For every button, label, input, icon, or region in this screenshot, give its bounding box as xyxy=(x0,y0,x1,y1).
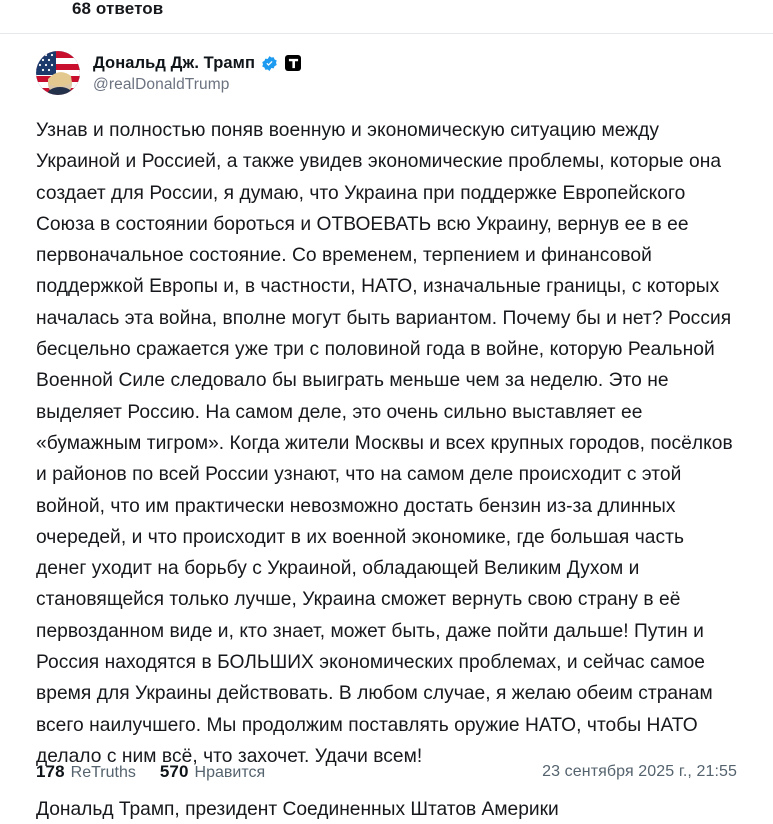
author-row[interactable] xyxy=(36,34,737,95)
likes-count: 570 xyxy=(159,762,189,781)
retruths-count: 178 xyxy=(36,762,65,781)
likes-stat[interactable] xyxy=(160,762,265,782)
post-timestamp: 23 сентября 2025 г., 21:55 xyxy=(542,763,737,780)
replies-count: 68 ответов xyxy=(72,0,164,18)
retruths-label: ReTruths xyxy=(70,764,136,781)
author-meta xyxy=(93,51,301,94)
retruths-stat[interactable] xyxy=(36,762,136,782)
post-body xyxy=(0,34,773,824)
post-text: Узнав и полностью поняв военную и экономическую ситуацию между Украиной и Россией, а также увидев экономические проблемы, которые она создает для России, я думаю, что Украина при поддержке Европейского Союза в состоянии бороться и ОТВОЕВАТЬ всю Украину, вернув ее в ее первоначальное состояние. Со временем, терпением и финансовой поддержкой Европы и, в частности, НАТО, изначальные границы, с которых началась эта война, вполне могут быть вариантом. Почему бы и нет? Россия бесцельно сражается уже три с половиной года в войне, которую Реальной Военной Силе следовало бы выиграть меньше чем за неделю. Это не выделяет Россию. На самом деле, это очень сильно выставляет ее «бумажным тигром». Когда жители Москвы и всех крупных городов, посёлков и районов по всей России узнают, что на самом деле происходит с этой войной, что им практически невозможно достать бензин из-за длинных очередей, и что происходит в их военной экономике, где большая часть денег уходит на борьбу с Украиной, обладающей Великим Духом и становящейся только лучше, Украина сможет вернуть свою страну в её первозданном виде и, кто знает, может быть, даже пойти дальше! Путин и Россия находятся в БОЛЬШИХ экономических проблемах, и сейчас самое время для Украины действовать. В любом случае, я желаю обеим странам всего наилучшего. Мы продолжим поставлять оружие НАТО, чтобы НАТО делало с ним всё, что захочет. Удачи всем! xyxy=(36,120,739,767)
author-display-name[interactable]: Дональд Дж. Трамп xyxy=(93,53,256,72)
stats-row xyxy=(36,762,737,782)
likes-label: Нравится xyxy=(194,764,266,781)
author-handle[interactable]: @realDonaldTrump xyxy=(93,76,230,93)
avatar[interactable] xyxy=(36,51,80,95)
verified-badge-icon xyxy=(261,55,278,72)
author-name-line xyxy=(93,52,301,74)
post-signature: Дональд Трамп, президент Соединенных Штатов Америки xyxy=(36,799,559,821)
truth-social-badge-icon xyxy=(285,55,301,71)
